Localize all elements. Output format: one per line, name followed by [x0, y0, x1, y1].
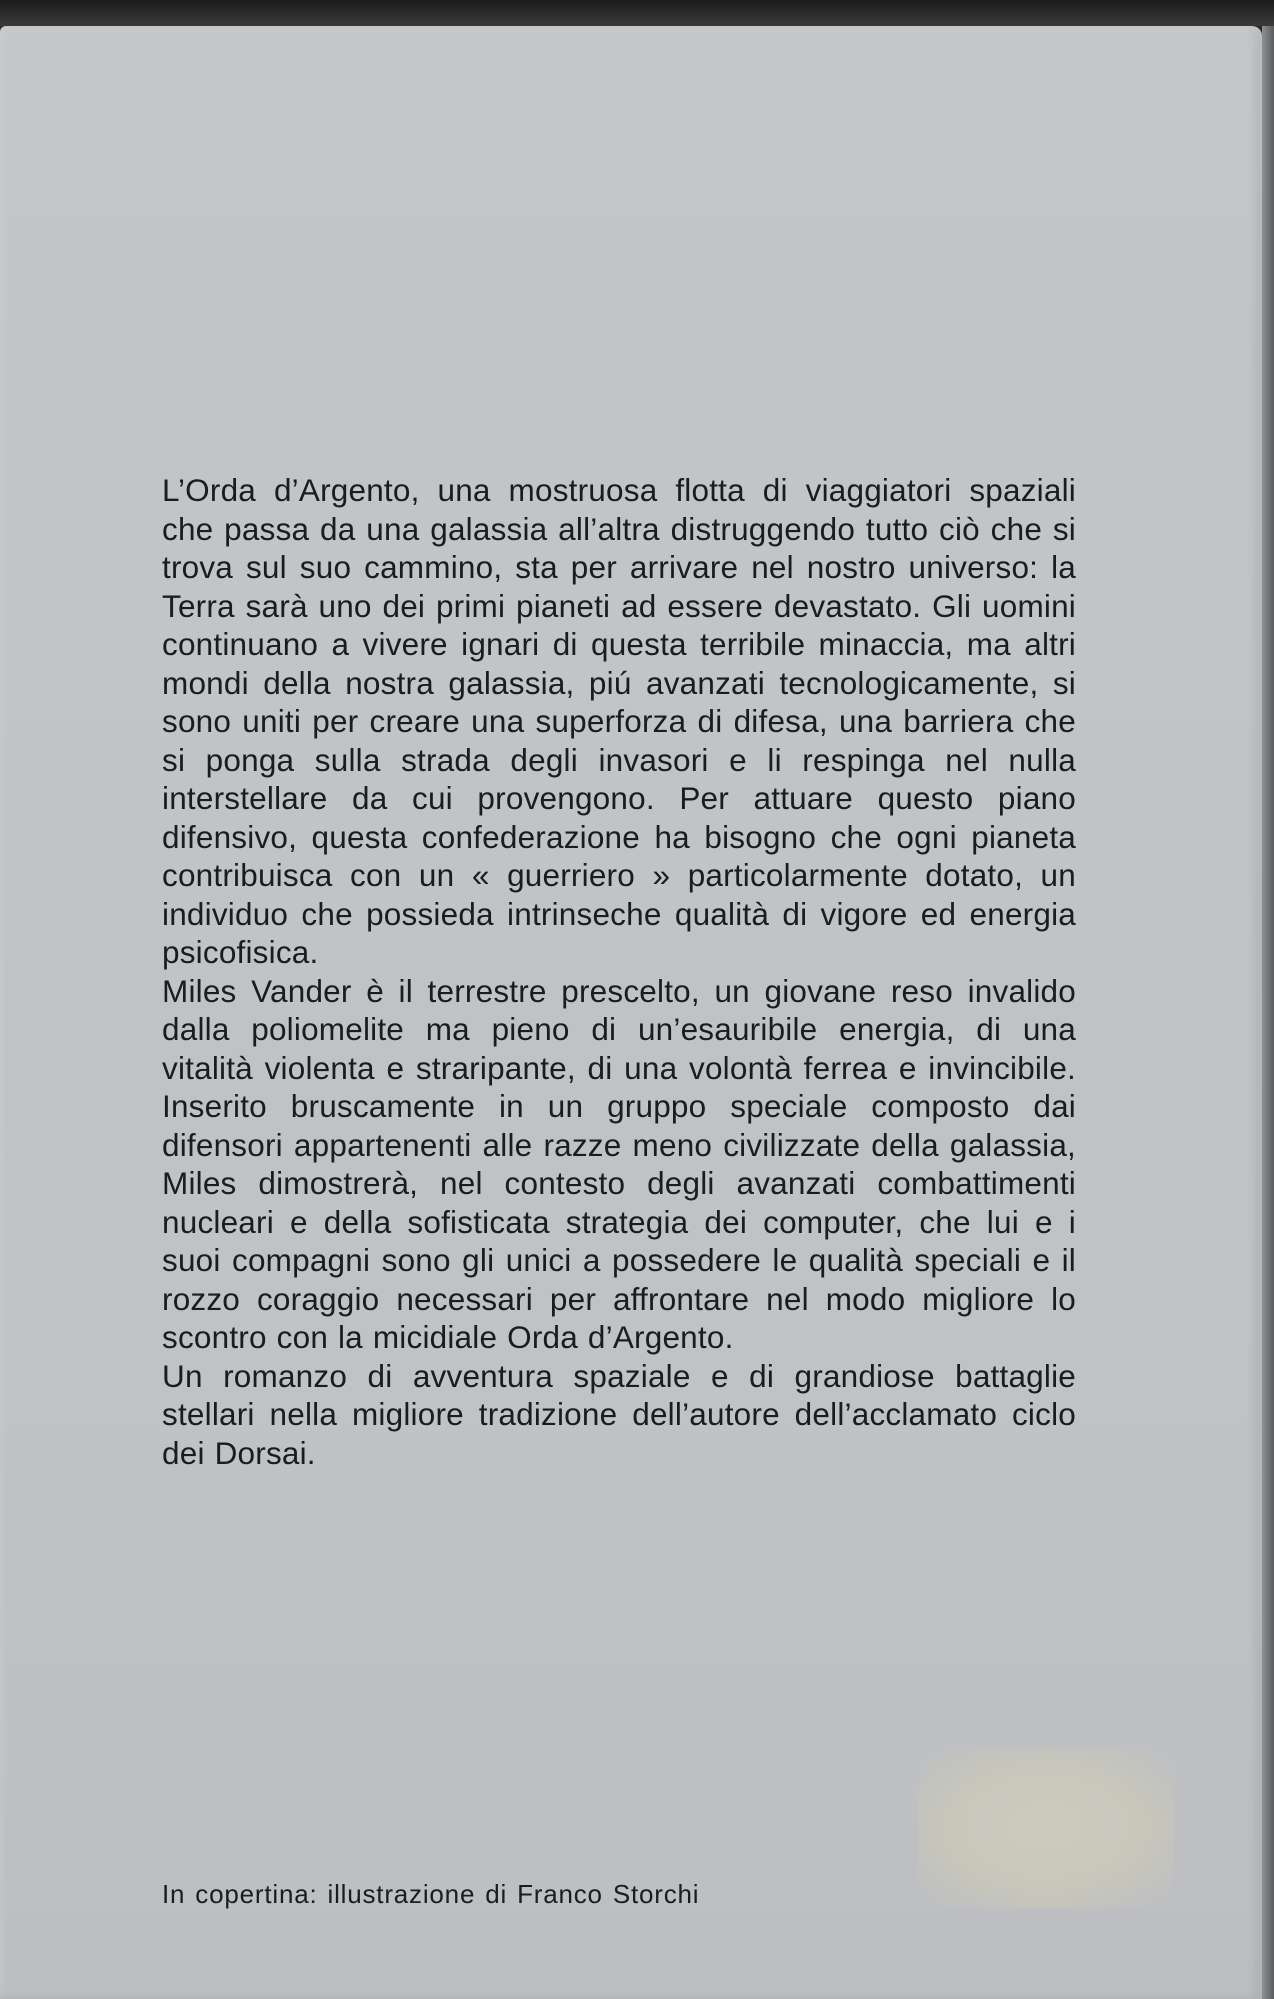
blurb-paragraph-2: Miles Vander è il terrestre prescelto, un giovane reso invalido dalla poliomelite ma pieno di un’esauribile energia, di una vitalità violenta e straripante, di una volontà ferrea e invincibile. Inserito bruscamente in un gruppo speciale composto dai difensori appartenenti alle razze meno civilizzate della galassia, Miles dimostrerà, nel contesto degli avanzati combattimenti nucleari e della sofisticata strategia dei computer, che lui e i suoi compagni sono gli unici a possedere le qualità speciali e il rozzo coraggio necessari per affrontare nel modo migliore lo scontro con la micidiale Orda d’Argento.: [162, 972, 1076, 1355]
price-sticker-residue: [918, 1748, 1174, 1908]
right-edge-shadow: [1262, 26, 1274, 1999]
blurb-paragraph-3: Un romanzo di avventura spaziale e di grandiose battaglie stellari nella migliore tradizione dell’autore dell’acclamato ciclo dei Dorsai.: [162, 1357, 1076, 1471]
blurb-paragraph-1: L’Orda d’Argento, una mostruosa flotta di viaggiatori spaziali che passa da una galassia all’altra distruggendo tutto ciò che si trova sul suo cammino, sta per arrivare nel nostro universo: la Terra sarà uno dei primi pianeti ad essere devastato. Gli uomini continuano a vivere ignari di questa terribile minaccia, ma altri mondi della nostra galassia, piú avanzati tecnologicamente, si sono uniti per creare una superforza di difesa, una barriera che si ponga sulla strada degli invasori e li respinga nel nulla interstellare da cui provengono. Per attuare questo piano difensivo, questa confederazione ha bisogno che ogni pianeta contribuisca con un « guerriero » particolarmente dotato, un individuo che possieda intrinseche qualità di vigore ed energia psicofisica.: [162, 472, 1076, 970]
cover-credit: In copertina: illustrazione di Franco Storchi: [162, 1879, 700, 1909]
book-blurb: [162, 471, 1076, 1472]
top-edge-shadow: [0, 0, 1274, 26]
